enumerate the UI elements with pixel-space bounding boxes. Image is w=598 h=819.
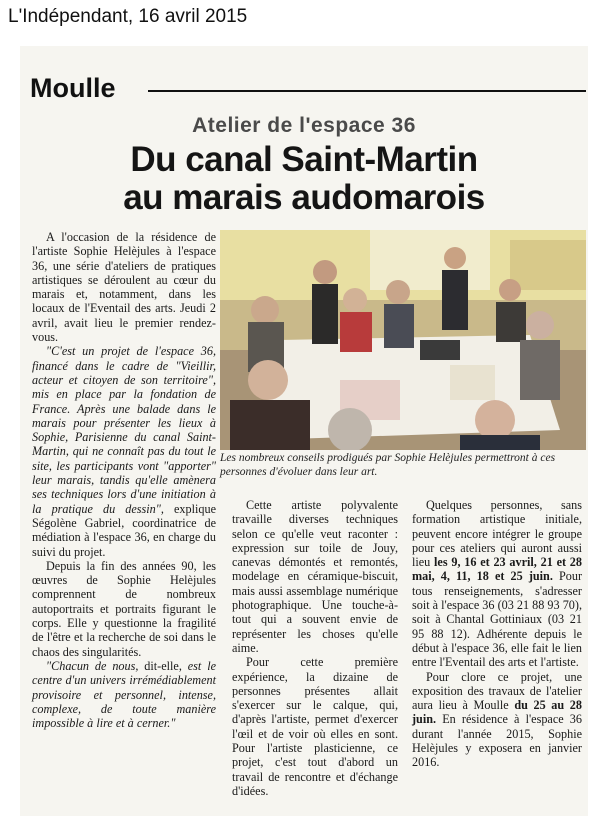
quote-text: est le centre d'un univers irrémédiablement provisoire et personnel, intense, complexe, de toute manière impossible à lire et à cerner." — [32, 658, 216, 731]
body-text: Pour tous renseignements, s'adresser soit à l'espace 36 (03 21 88 93 70), soit à Chantal Gottiniaux (03 21 95 88 12). Adhérente depuis le début à l'espace 36, elle fait le lien entre l'Eventail des arts et l'artiste. — [412, 569, 582, 670]
paragraph — [32, 344, 216, 558]
paragraph: Depuis la fin des années 90, les œuvres de Sophie Helèjules comprennent de nombreux autoportraits et portraits figurant le corps. Elle y questionne la fragilité de l'être et la recherche de soi dans le chaos des singularités. — [32, 558, 216, 659]
attribution-text: dit-elle, — [138, 658, 188, 673]
quote-text: "Chacun de nous, — [46, 658, 139, 673]
article-column-2 — [232, 498, 398, 798]
kicker-text: Atelier de l'espace 36 — [192, 114, 416, 137]
article-column-1 — [32, 230, 216, 730]
source-line: L'Indépendant, 16 avril 2015 — [8, 6, 248, 27]
body-text: En résidence à l'espace 36 durant l'année 2015, Sophie Helèjules y exposera en janvier 2016. — [412, 712, 582, 770]
paragraph — [32, 659, 216, 730]
photo-caption: Les nombreux conseils prodigués par Sophie Helèjules permettront à ces personnes d'évoluer dans leur art. — [220, 452, 556, 478]
quote-text: "C'est un projet de l'espace 36, financé dans le cadre de "Vieillir, acteur et citoyen de son territoire", mis en place par la fondation de France. Après une balade dans le marais pour présenter les lieux à Sophie, Parisienne du canal Saint-Martin, qui ne connaît pas du tout le site, les participants vont "apporter" leur marais, tandis qu'elle amènera ses techniques lors d'une initiation à la pratique du dessin", — [32, 344, 216, 516]
article-column-3 — [412, 498, 582, 770]
dates-text: les 9, 16 et 23 avril, 21 et 28 mai, 4, 11, 18 et 25 juin. — [412, 555, 582, 584]
dates-text: du 25 au 28 juin. — [412, 698, 582, 727]
headline-line-1: Du canal Saint-Martin — [130, 140, 478, 179]
paragraph: Pour cette première expérience, la dizaine de personnes présentes allait s'exercer sur le calque, qui, d'après l'artiste, permet d'exercer l'œil et de voir où elles en sont. Pour l'artiste plasticienne, ce projet, c'est tout d'abord un travail de rencontre et d'échange d'idées. — [232, 655, 398, 798]
section-rule — [148, 90, 586, 92]
body-text: Quelques personnes, sans formation artistique initiale, peuvent encore intégrer le groupe pour ces ateliers qui auront aussi lieu — [412, 498, 582, 570]
headline-line-2: au marais audomarois — [123, 178, 485, 217]
attribution-text: explique Ségolène Gabriel, coordinatrice de médiation à l'espace 36, en charge du suivi du projet. — [32, 501, 216, 559]
kicker — [20, 114, 588, 138]
paragraph: Cette artiste polyvalente travaille diverses techniques selon ce qu'elle veut raconter : expression sur toile de Jouy, canevas démontés et remontés, modelage en céramique-biscuit, mais aussi assemblage numérique photographique. Une touche-à-tout qui a souvent envie de représenter les choses qu'elle aime. — [232, 498, 398, 655]
headline — [20, 141, 588, 217]
section-title: Moulle — [30, 73, 116, 103]
paragraph — [412, 670, 582, 770]
paragraph: A l'occasion de la résidence de l'artiste Sophie Helèjules à l'espace 36, une série d'ateliers de pratiques artistiques se déroulent au cœur du marais et, notamment, dans les locaux de l'Eventail des arts. Jeudi 2 avril, avait lieu le premier rendez-vous. — [32, 230, 216, 345]
newspaper-clipping — [20, 46, 588, 816]
workshop-photo-illustration — [220, 230, 586, 450]
body-text: Pour clore ce projet, une exposition des travaux de l'atelier aura lieu à Moulle — [412, 669, 582, 713]
workshop-photo — [220, 230, 586, 450]
paragraph — [412, 498, 582, 670]
